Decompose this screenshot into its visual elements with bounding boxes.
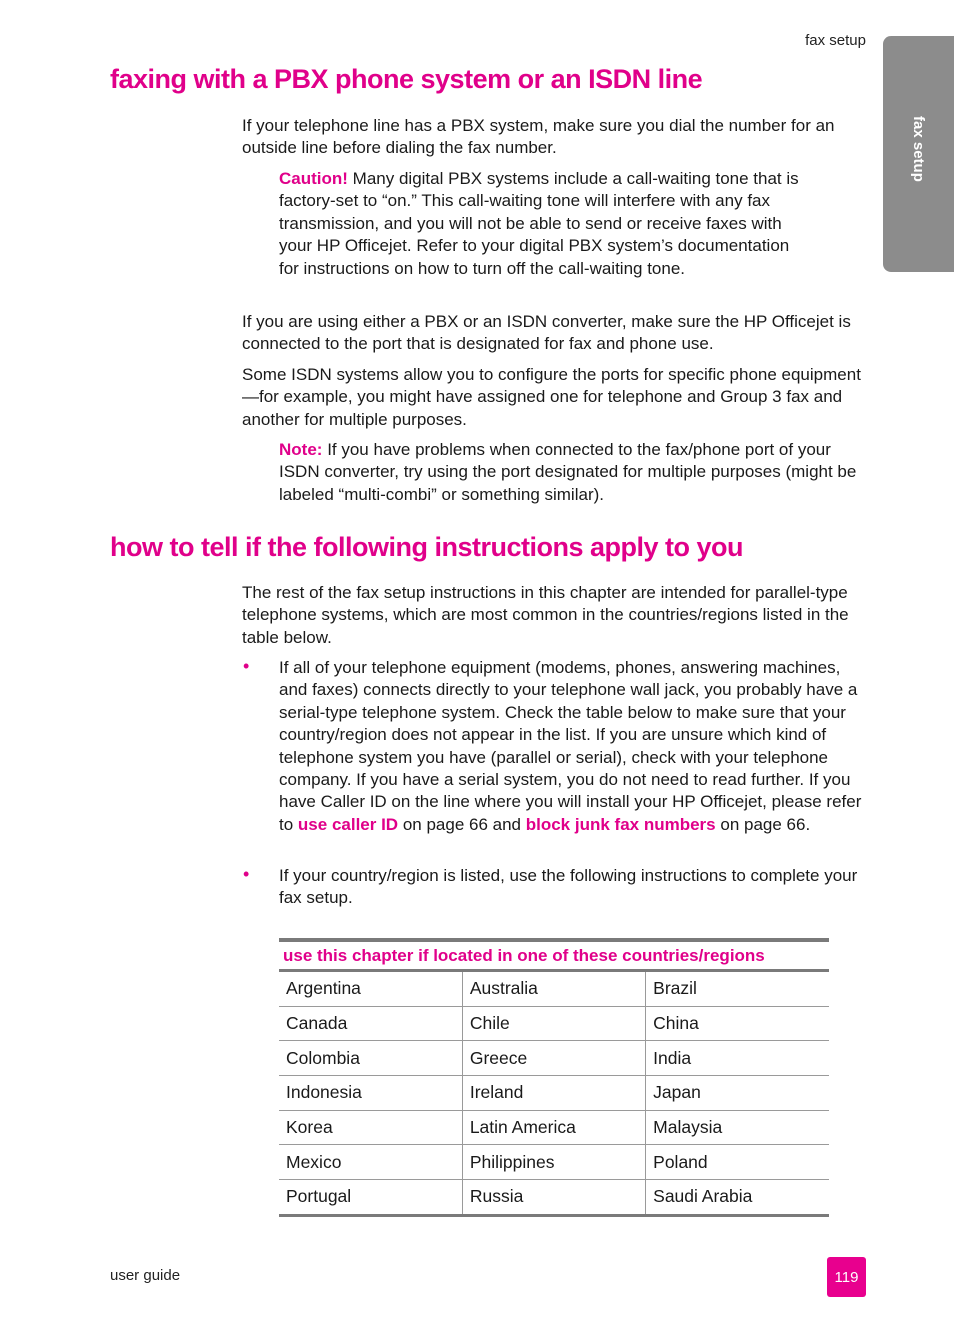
countries-table — [279, 938, 829, 1217]
section-title-pbx-isdn: faxing with a PBX phone system or an ISDN line — [110, 64, 703, 94]
table-cell: Philippines — [462, 1145, 645, 1180]
table-row — [279, 1076, 829, 1111]
table-cell: India — [646, 1041, 829, 1076]
table-cell: Poland — [646, 1145, 829, 1180]
caution-label: Caution! — [279, 169, 348, 188]
paragraph-pbx-intro: If your telephone line has a PBX system, make sure you dial the number for an outside line before dialing the fax number. — [242, 116, 835, 158]
table-cell: Colombia — [279, 1041, 462, 1076]
table-row — [279, 1110, 829, 1145]
table-cell: Mexico — [279, 1145, 462, 1180]
table-cell: Portugal — [279, 1180, 462, 1216]
paragraph-parallel-intro: The rest of the fax setup instructions in this chapter are intended for parallel-type telephone systems, which are most common in the countries/regions listed in the table below. — [242, 583, 849, 647]
table-row — [279, 1145, 829, 1180]
running-header: fax setup — [805, 32, 866, 49]
table-header: use this chapter if located in one of these countries/regions — [279, 938, 829, 972]
note-block — [279, 439, 867, 506]
table-cell: Argentina — [279, 972, 462, 1006]
section-side-tab — [883, 36, 954, 272]
link-use-caller-id[interactable]: use caller ID — [297, 814, 399, 834]
side-tab-label: fax setup — [910, 116, 927, 182]
table-cell: Greece — [462, 1041, 645, 1076]
table-row — [279, 1180, 829, 1216]
table-cell: Chile — [462, 1006, 645, 1041]
table-cell: Russia — [462, 1180, 645, 1216]
paragraph-isdn-ports: Some ISDN systems allow you to configure the ports for specific phone equipment—for example, you might have assigned one for telephone and Group 3 fax and another for multiple purposes. — [242, 365, 861, 429]
footer-guide-label: user guide — [110, 1267, 181, 1284]
table-cell: Canada — [279, 1006, 462, 1041]
note-text: If you have problems when connected to the fax/phone port of your ISDN converter, try using the port designated for multiple purposes (might be labeled “multi-combi” or something similar). — [279, 440, 857, 504]
table-cell: Brazil — [646, 972, 829, 1006]
caution-block — [279, 168, 799, 280]
table-row — [279, 1041, 829, 1076]
bullet-country-listed: If your country/region is listed, use the following instructions to complete your fax setup. — [279, 866, 858, 908]
bullet-serial-system: If all of your telephone equipment (modems, phones, answering machines, and faxes) connects directly to your telephone wall jack, you probably have a serial-type telephone system. Check the table below to make sure that your country/region does not appear in the list. If you are unsure which kind of telephone system you have (parallel or serial), check with your telephone company. If you have a serial system, you do not need to read further. If you have Caller ID on the line where you will install your HP Officejet, please refer to use caller ID on page 66 and block junk fax numbers on page 66. — [279, 658, 862, 834]
table-cell: Latin America — [462, 1110, 645, 1145]
link-block-junk-fax-numbers[interactable]: block junk fax numbers — [525, 814, 716, 834]
note-label: Note: — [279, 440, 323, 459]
table-row — [279, 1006, 829, 1041]
table-cell: Ireland — [462, 1076, 645, 1111]
bullet-marker: • — [243, 864, 250, 884]
table-cell: Indonesia — [279, 1076, 462, 1111]
page-number-badge: 119 — [827, 1257, 866, 1297]
table-cell: Malaysia — [646, 1110, 829, 1145]
section-title-instructions-apply: how to tell if the following instructions apply to you — [110, 532, 743, 562]
table-cell: Australia — [462, 972, 645, 1006]
table-cell: China — [646, 1006, 829, 1041]
caution-text: Many digital PBX systems include a call-waiting tone that is factory-set to “on.” This call-waiting tone will interfere with any fax transmission, and you will not be able to send or receive faxes with your HP Officejet. Refer to your digital PBX system’s documentation for instructions on how to turn off the call-waiting tone. — [279, 169, 799, 278]
paragraph-converter-port: If you are using either a PBX or an ISDN converter, make sure the HP Officejet is connected to the port that is designated for fax and phone use. — [242, 312, 851, 354]
table-cell: Korea — [279, 1110, 462, 1145]
bullet-marker: • — [243, 656, 250, 676]
table-row — [279, 972, 829, 1006]
table-cell: Japan — [646, 1076, 829, 1111]
table-cell: Saudi Arabia — [646, 1180, 829, 1216]
